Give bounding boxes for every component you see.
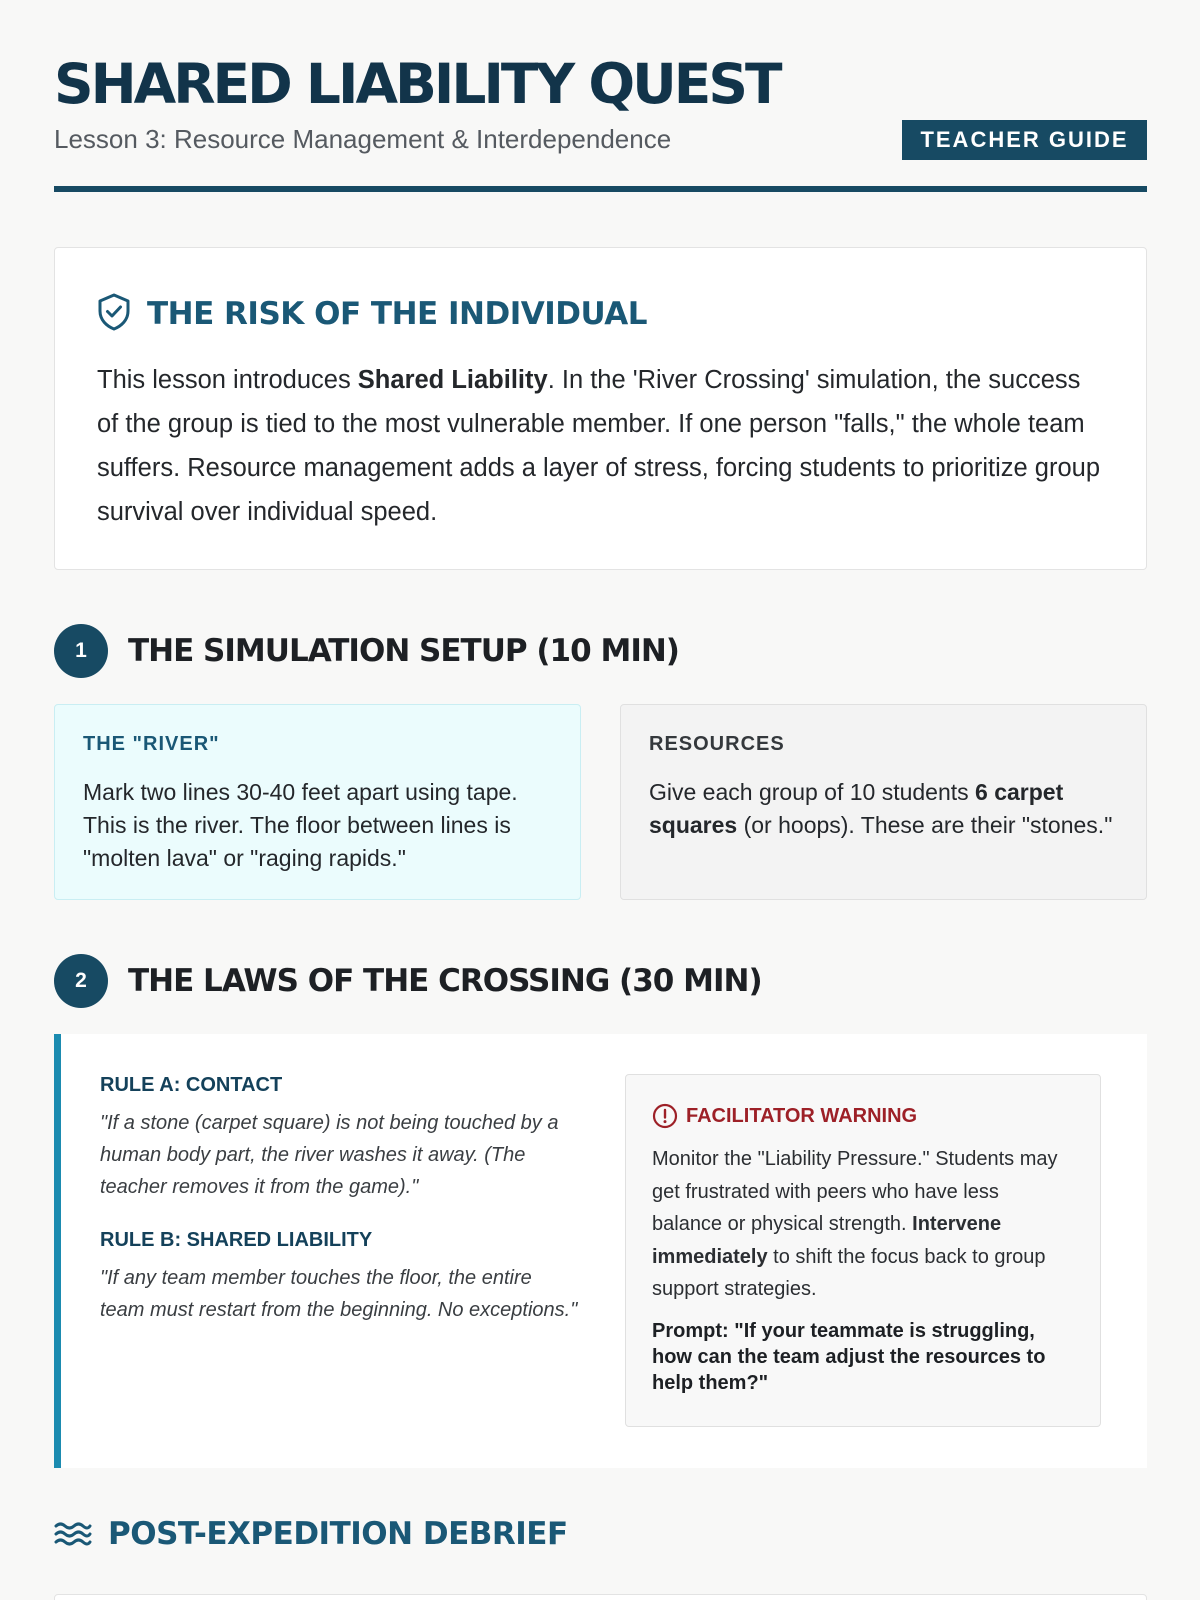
intro-heading: THE RISK OF THE INDIVIDUAL bbox=[147, 296, 647, 332]
rule-b-text: "If any team member touches the floor, the entire team must restart from the beginning. No exceptions." bbox=[100, 1267, 578, 1321]
warning-heading-row bbox=[652, 1103, 1074, 1129]
rule-a-title: RULE A: CONTACT bbox=[100, 1074, 283, 1096]
waves-icon bbox=[54, 1519, 92, 1549]
section-1-heading bbox=[54, 624, 679, 678]
rule-b-title: RULE B: SHARED LIABILITY bbox=[100, 1229, 373, 1251]
intro-text-bold: Shared Liability bbox=[357, 366, 548, 394]
debrief-heading bbox=[54, 1516, 568, 1552]
river-text: Mark two lines 30-40 feet apart using tape. This is the river. The floor between lines is "molten lava" or "raging rapids." bbox=[83, 779, 518, 871]
resources-box bbox=[620, 704, 1147, 900]
intro-heading-row bbox=[97, 292, 1104, 336]
warning-text bbox=[652, 1143, 1074, 1306]
warning-text-before: Monitor the "Liability Pressure." Students may get frustrated with peers who have less balance or physical strength. bbox=[652, 1148, 1058, 1235]
rule-a-text: "If a stone (carpet square) is not being touched by a human body part, the river washes it away. (The teacher removes it from the game)." bbox=[100, 1112, 559, 1198]
resources-title: RESOURCES bbox=[649, 733, 785, 755]
intro-text-before: This lesson introduces bbox=[97, 366, 358, 394]
header-divider bbox=[54, 186, 1147, 192]
teacher-guide-badge: TEACHER GUIDE bbox=[902, 120, 1147, 160]
page-title: SHARED LIABILITY QUEST bbox=[54, 52, 780, 116]
warning-title: FACILITATOR WARNING bbox=[686, 1104, 918, 1127]
intro-paragraph bbox=[97, 358, 1104, 534]
debrief-card bbox=[54, 1594, 1147, 1600]
warning-text-bold: Intervene immediately bbox=[652, 1213, 1002, 1268]
warning-text-after: to shift the focus back to group support strategies. bbox=[652, 1245, 1046, 1300]
section-1-number: 1 bbox=[54, 624, 108, 678]
laws-panel bbox=[54, 1034, 1147, 1468]
shield-check-icon bbox=[97, 293, 131, 336]
facilitator-warning-box bbox=[625, 1074, 1101, 1427]
section-2-number: 2 bbox=[54, 954, 108, 1008]
intro-card bbox=[54, 247, 1147, 570]
warning-prompt: Prompt: "If your teammate is struggling, how can the team adjust the resources to help them?" bbox=[652, 1319, 1046, 1394]
river-title: THE "RIVER" bbox=[83, 733, 220, 755]
river-box bbox=[54, 704, 581, 900]
resources-text-bold: 6 carpet squares bbox=[649, 779, 1064, 838]
resources-text-after: (or hoops). These are their "stones." bbox=[737, 812, 1113, 838]
rules-column bbox=[100, 1074, 580, 1326]
lesson-subtitle: Lesson 3: Resource Management & Interdependence bbox=[54, 124, 672, 154]
alert-circle-icon bbox=[652, 1103, 678, 1129]
intro-text-after: . In the 'River Crossing' simulation, the success of the group is tied to the most vulnerable member. If one person "falls," the whole team suffers. Resource management adds a layer of stress, forcing students to prioritize group survival over individual speed. bbox=[97, 366, 1101, 526]
section-2-heading bbox=[54, 954, 762, 1008]
section-1-title: THE SIMULATION SETUP (10 MIN) bbox=[128, 633, 679, 669]
resources-text bbox=[649, 776, 1118, 842]
debrief-title: POST-EXPEDITION DEBRIEF bbox=[108, 1516, 568, 1552]
resources-text-before: Give each group of 10 students bbox=[649, 779, 976, 805]
section-2-title: THE LAWS OF THE CROSSING (30 MIN) bbox=[128, 963, 762, 999]
